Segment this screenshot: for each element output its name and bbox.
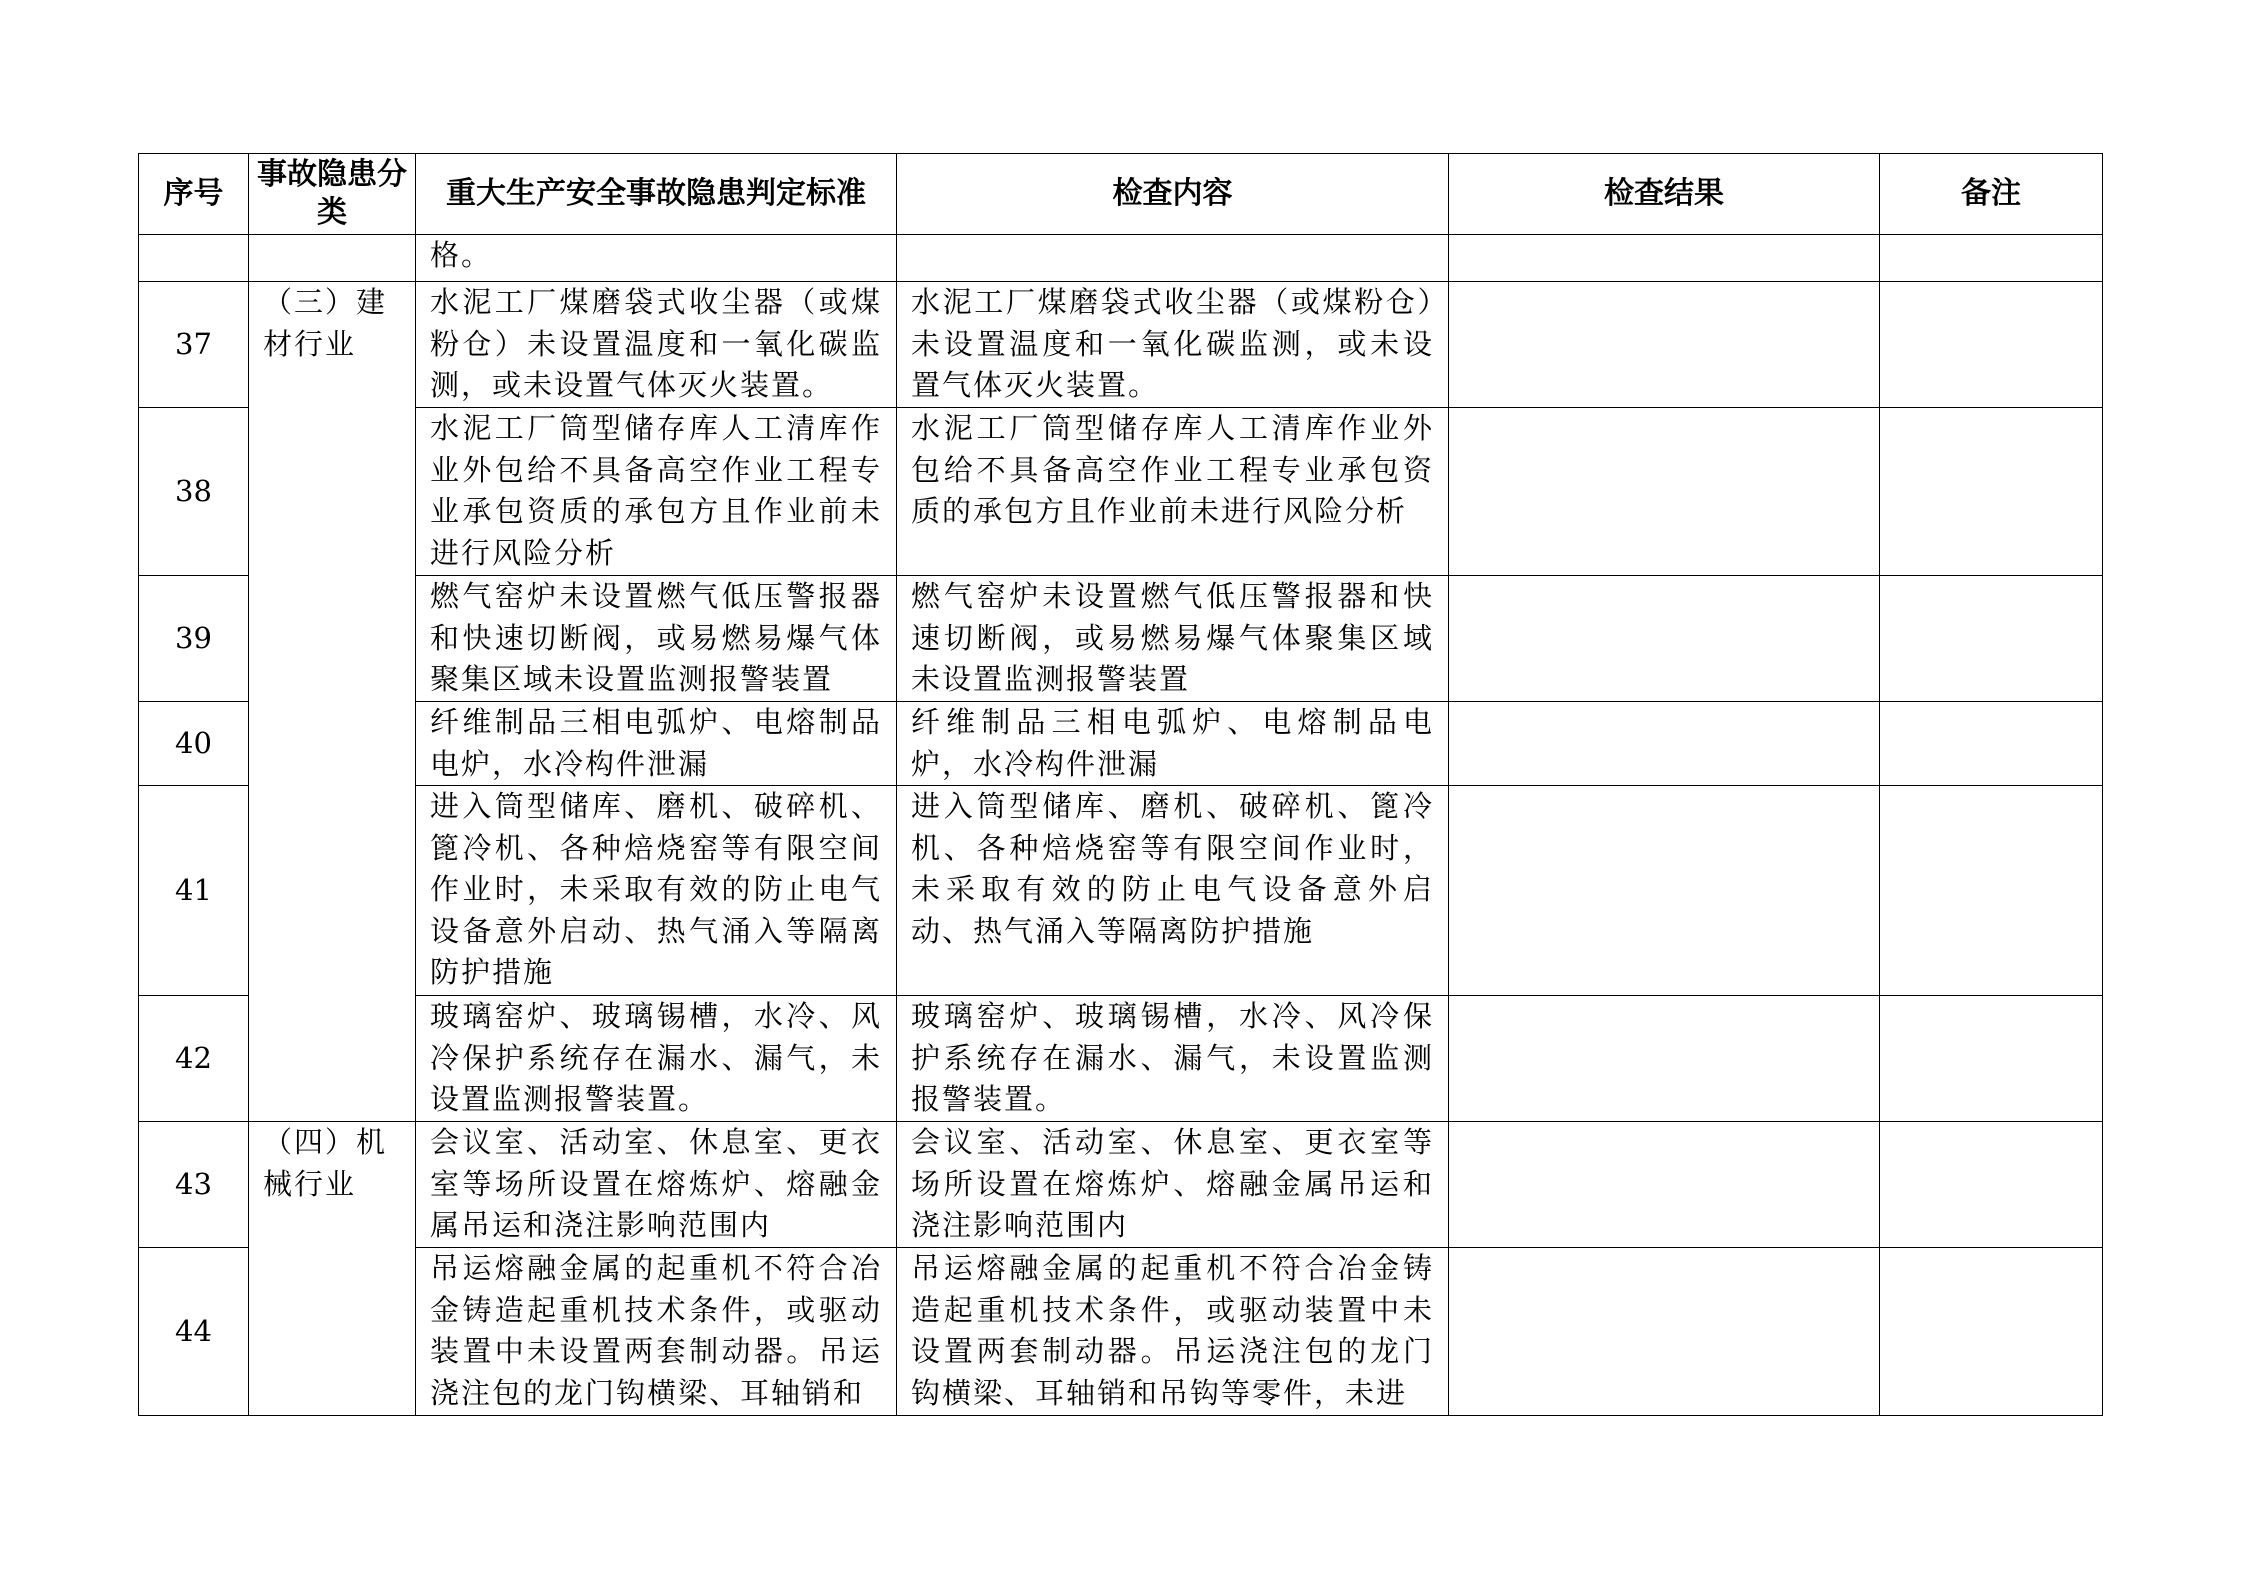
remarks-cell[interactable] [1880, 702, 2103, 786]
content-cell: 燃气窑炉未设置燃气低压警报器和快速切断阀，或易燃易爆气体聚集区域未设置监测报警装置 [897, 576, 1449, 702]
table-row [139, 996, 2103, 1122]
table-row [139, 702, 2103, 786]
result-cell[interactable] [1449, 408, 1880, 576]
content-cell: 玻璃窑炉、玻璃锡槽，水冷、风冷保护系统存在漏水、漏气，未设置监测报警装置。 [897, 996, 1449, 1122]
table-row [139, 408, 2103, 576]
seq-cell: 44 [139, 1248, 249, 1416]
seq-cell: 39 [139, 576, 249, 702]
result-cell[interactable] [1449, 235, 1880, 282]
remarks-cell[interactable] [1880, 576, 2103, 702]
remarks-cell[interactable] [1880, 786, 2103, 996]
content-cell: 会议室、活动室、休息室、更衣室等场所设置在熔炼炉、熔融金属吊运和浇注影响范围内 [897, 1122, 1449, 1248]
header-remarks: 备注 [1880, 154, 2103, 235]
standard-cell: 燃气窑炉未设置燃气低压警报器和快速切断阀，或易燃易爆气体聚集区域未设置监测报警装置 [416, 576, 897, 702]
seq-cell: 40 [139, 702, 249, 786]
seq-cell: 42 [139, 996, 249, 1122]
remarks-cell[interactable] [1880, 996, 2103, 1122]
remarks-cell[interactable] [1880, 1122, 2103, 1248]
remarks-cell[interactable] [1880, 235, 2103, 282]
standard-cell: 吊运熔融金属的起重机不符合冶金铸造起重机技术条件，或驱动装置中未设置两套制动器。吊运浇注包的龙门钩横梁、耳轴销和 [416, 1248, 897, 1416]
category-cell-building-materials: （三）建材行业 [249, 282, 416, 1122]
header-content: 检查内容 [897, 154, 1449, 235]
content-cell: 进入筒型储库、磨机、破碎机、篦冷机、各种焙烧窑等有限空间作业时，未采取有效的防止电气设备意外启动、热气涌入等隔离防护措施 [897, 786, 1449, 996]
seq-cell: 38 [139, 408, 249, 576]
content-cell: 水泥工厂筒型储存库人工清库作业外包给不具备高空作业工程专业承包资质的承包方且作业前未进行风险分析 [897, 408, 1449, 576]
table-row [139, 576, 2103, 702]
standard-cell: 进入筒型储库、磨机、破碎机、篦冷机、各种焙烧窑等有限空间作业时，未采取有效的防止电气设备意外启动、热气涌入等隔离防护措施 [416, 786, 897, 996]
table-row [139, 282, 2103, 408]
result-cell[interactable] [1449, 996, 1880, 1122]
result-cell[interactable] [1449, 282, 1880, 408]
standard-cell: 玻璃窑炉、玻璃锡槽，水冷、风冷保护系统存在漏水、漏气，未设置监测报警装置。 [416, 996, 897, 1122]
category-cell-machinery: （四）机械行业 [249, 1122, 416, 1416]
header-row [139, 154, 2103, 235]
header-result: 检查结果 [1449, 154, 1880, 235]
seq-cell: 41 [139, 786, 249, 996]
remarks-cell[interactable] [1880, 408, 2103, 576]
table-row [139, 786, 2103, 996]
hazard-inspection-table [138, 153, 2103, 1416]
result-cell[interactable] [1449, 576, 1880, 702]
seq-cell: 37 [139, 282, 249, 408]
seq-cell [139, 235, 249, 282]
remarks-cell[interactable] [1880, 1248, 2103, 1416]
header-standard: 重大生产安全事故隐患判定标准 [416, 154, 897, 235]
standard-cell: 水泥工厂筒型储存库人工清库作业外包给不具备高空作业工程专业承包资质的承包方且作业前未进行风险分析 [416, 408, 897, 576]
standard-cell: 纤维制品三相电弧炉、电熔制品电炉，水冷构件泄漏 [416, 702, 897, 786]
result-cell[interactable] [1449, 702, 1880, 786]
result-cell[interactable] [1449, 1122, 1880, 1248]
result-cell[interactable] [1449, 1248, 1880, 1416]
seq-cell: 43 [139, 1122, 249, 1248]
standard-cell: 水泥工厂煤磨袋式收尘器（或煤粉仓）未设置温度和一氧化碳监测，或未设置气体灭火装置。 [416, 282, 897, 408]
content-cell: 水泥工厂煤磨袋式收尘器（或煤粉仓）未设置温度和一氧化碳监测，或未设置气体灭火装置。 [897, 282, 1449, 408]
table-row [139, 1122, 2103, 1248]
header-seq: 序号 [139, 154, 249, 235]
content-cell: 纤维制品三相电弧炉、电熔制品电炉，水冷构件泄漏 [897, 702, 1449, 786]
content-cell: 吊运熔融金属的起重机不符合冶金铸造起重机技术条件，或驱动装置中未设置两套制动器。吊运浇注包的龙门钩横梁、耳轴销和吊钩等零件，未进 [897, 1248, 1449, 1416]
standard-cell: 会议室、活动室、休息室、更衣室等场所设置在熔炼炉、熔融金属吊运和浇注影响范围内 [416, 1122, 897, 1248]
table-row [139, 1248, 2103, 1416]
content-cell [897, 235, 1449, 282]
header-category: 事故隐患分类 [249, 154, 416, 235]
result-cell[interactable] [1449, 786, 1880, 996]
remarks-cell[interactable] [1880, 282, 2103, 408]
table-row-continued [139, 235, 2103, 282]
category-cell [249, 235, 416, 282]
standard-cell: 格。 [416, 235, 897, 282]
